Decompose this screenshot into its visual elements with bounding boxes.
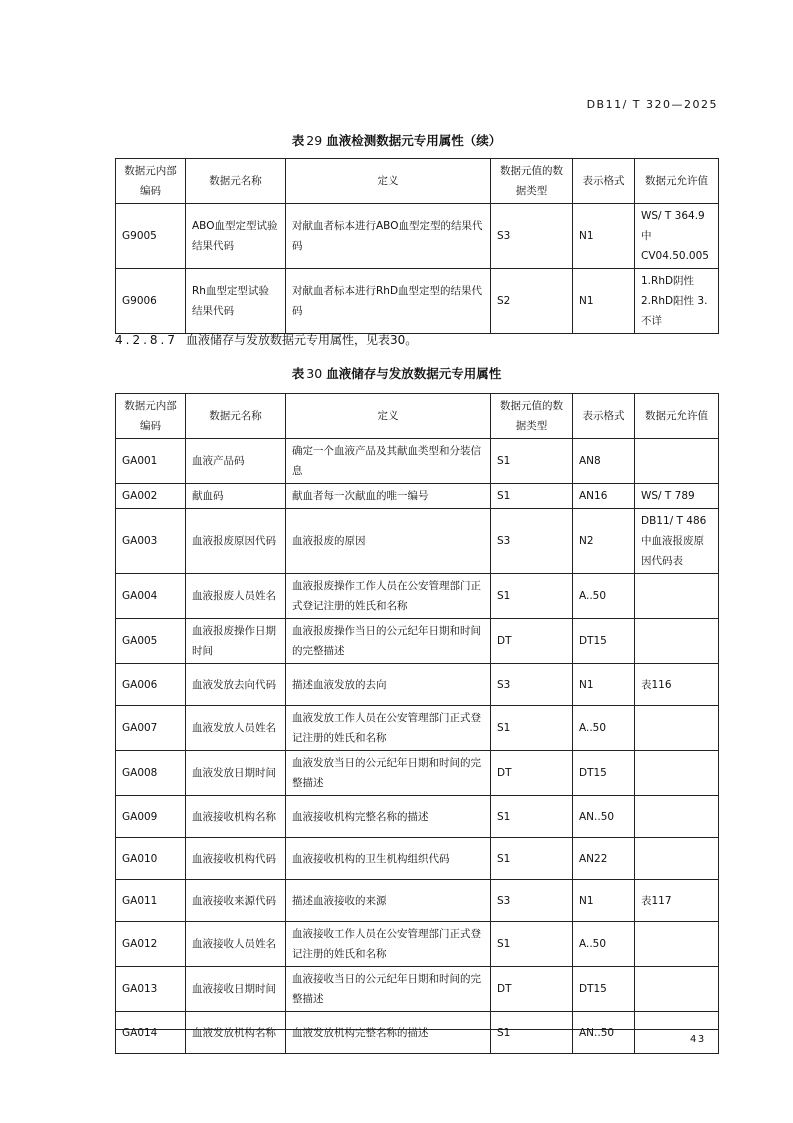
cell-allowed <box>635 751 719 796</box>
table-row <box>116 706 719 751</box>
cell-definition: 确定一个血液产品及其献血类型和分装信息 <box>286 439 491 484</box>
cell-definition: 血液发放机构完整名称的描述 <box>286 1012 491 1054</box>
cell-type: S1 <box>491 574 573 619</box>
table-row <box>116 619 719 664</box>
table-row <box>116 509 719 574</box>
cell-definition: 血液发放当日的公元纪年日期和时间的完整描述 <box>286 751 491 796</box>
cell-format: DT15 <box>573 619 635 664</box>
cell-format: N1 <box>573 269 635 334</box>
cell-name: 血液报废人员姓名 <box>186 574 286 619</box>
table-row <box>116 664 719 706</box>
cell-definition: 血液接收机构的卫生机构组织代码 <box>286 838 491 880</box>
cell-name: 血液接收人员姓名 <box>186 922 286 967</box>
clause-text: 血液储存与发放数据元专用属性，见表30。 <box>185 333 418 347</box>
cell-code: GA014 <box>116 1012 186 1054</box>
cell-format: A..50 <box>573 574 635 619</box>
cell-type: S1 <box>491 922 573 967</box>
page-number: 43 <box>690 1034 706 1045</box>
table-row <box>116 574 719 619</box>
cell-name: 血液接收日期时间 <box>186 967 286 1012</box>
table29-header-row <box>116 159 719 204</box>
cell-allowed <box>635 838 719 880</box>
cell-name: 血液发放人员姓名 <box>186 706 286 751</box>
clause-number: 4.2.8.7 <box>115 333 178 347</box>
cell-code: GA003 <box>116 509 186 574</box>
table-row <box>116 880 719 922</box>
cell-name: Rh血型定型试验结果代码 <box>186 269 286 334</box>
cell-format: AN..50 <box>573 1012 635 1054</box>
cell-code: GA004 <box>116 574 186 619</box>
cell-type: S1 <box>491 706 573 751</box>
bottom-rule <box>115 1029 718 1030</box>
table29-header-cell: 数据元允许值 <box>635 159 719 204</box>
cell-format: AN8 <box>573 439 635 484</box>
cell-name: 献血码 <box>186 484 286 509</box>
cell-format: DT15 <box>573 967 635 1012</box>
cell-format: N1 <box>573 880 635 922</box>
cell-code: GA013 <box>116 967 186 1012</box>
table29-title-prefix: 表 <box>291 133 305 148</box>
table29-header-cell: 数据元内部编码 <box>116 159 186 204</box>
table-row <box>116 922 719 967</box>
cell-name: 血液发放机构名称 <box>186 1012 286 1054</box>
table30-title-prefix: 表 <box>291 366 305 381</box>
table29-header-cell: 数据元值的数据类型 <box>491 159 573 204</box>
cell-allowed: 表116 <box>635 664 719 706</box>
cell-format: AN..50 <box>573 796 635 838</box>
cell-definition: 描述血液接收的来源 <box>286 880 491 922</box>
table29-header-cell: 定义 <box>286 159 491 204</box>
cell-format: A..50 <box>573 922 635 967</box>
cell-type: S1 <box>491 484 573 509</box>
cell-name: ABO血型定型试验结果代码 <box>186 204 286 269</box>
cell-allowed <box>635 796 719 838</box>
cell-allowed <box>635 619 719 664</box>
cell-type: S1 <box>491 439 573 484</box>
table30-title <box>0 364 793 382</box>
cell-type: S2 <box>491 269 573 334</box>
cell-definition: 对献血者标本进行ABO血型定型的结果代码 <box>286 204 491 269</box>
cell-format: A..50 <box>573 706 635 751</box>
cell-type: DT <box>491 619 573 664</box>
cell-definition: 献血者每一次献血的唯一编号 <box>286 484 491 509</box>
table30-body <box>116 439 719 1054</box>
cell-allowed: WS/ T 364.9 中 CV04.50.005 <box>635 204 719 269</box>
table-row <box>116 484 719 509</box>
table30-number: 30 <box>306 366 323 381</box>
cell-definition: 对献血者标本进行RhD血型定型的结果代码 <box>286 269 491 334</box>
table30-header-row <box>116 394 719 439</box>
table29 <box>115 158 719 334</box>
cell-type: S1 <box>491 1012 573 1054</box>
cell-type: DT <box>491 751 573 796</box>
cell-name: 血液报废操作日期时间 <box>186 619 286 664</box>
cell-type: S1 <box>491 796 573 838</box>
table-row <box>116 204 719 269</box>
table30 <box>115 393 719 1054</box>
table30-header-cell: 数据元内部编码 <box>116 394 186 439</box>
cell-code: GA005 <box>116 619 186 664</box>
table29-title <box>0 131 793 149</box>
cell-allowed: DB11/ T 486 中血液报废原因代码表 <box>635 509 719 574</box>
cell-allowed <box>635 967 719 1012</box>
cell-allowed <box>635 706 719 751</box>
table-row <box>116 751 719 796</box>
table-row <box>116 1012 719 1054</box>
cell-format: AN22 <box>573 838 635 880</box>
cell-type: S3 <box>491 880 573 922</box>
cell-allowed <box>635 439 719 484</box>
cell-format: N2 <box>573 509 635 574</box>
cell-allowed: 表117 <box>635 880 719 922</box>
table29-number: 29 <box>306 133 323 148</box>
cell-name: 血液产品码 <box>186 439 286 484</box>
table29-header-cell: 表示格式 <box>573 159 635 204</box>
cell-definition: 描述血液发放的去向 <box>286 664 491 706</box>
table30-header-cell: 数据元名称 <box>186 394 286 439</box>
cell-allowed <box>635 574 719 619</box>
cell-definition: 血液报废操作当日的公元纪年日期和时间的完整描述 <box>286 619 491 664</box>
cell-name: 血液报废原因代码 <box>186 509 286 574</box>
table29-title-text: 血液检测数据元专用属性（续） <box>326 133 502 148</box>
cell-definition: 血液发放工作人员在公安管理部门正式登记注册的姓氏和名称 <box>286 706 491 751</box>
cell-allowed: WS/ T 789 <box>635 484 719 509</box>
cell-name: 血液发放去向代码 <box>186 664 286 706</box>
cell-allowed: 1.RhD阴性 2.RhD阳性 3.不详 <box>635 269 719 334</box>
cell-definition: 血液接收机构完整名称的描述 <box>286 796 491 838</box>
table30-header-cell: 表示格式 <box>573 394 635 439</box>
cell-code: GA006 <box>116 664 186 706</box>
cell-format: AN16 <box>573 484 635 509</box>
cell-name: 血液接收机构代码 <box>186 838 286 880</box>
cell-code: GA012 <box>116 922 186 967</box>
cell-code: GA011 <box>116 880 186 922</box>
cell-type: S3 <box>491 509 573 574</box>
table30-header-cell: 定义 <box>286 394 491 439</box>
cell-name: 血液接收来源代码 <box>186 880 286 922</box>
cell-definition: 血液接收工作人员在公安管理部门正式登记注册的姓氏和名称 <box>286 922 491 967</box>
cell-definition: 血液报废操作工作人员在公安管理部门正式登记注册的姓氏和名称 <box>286 574 491 619</box>
cell-type: S3 <box>491 204 573 269</box>
clause-4-2-8-7 <box>115 331 417 348</box>
cell-format: N1 <box>573 204 635 269</box>
cell-format: N1 <box>573 664 635 706</box>
document-code: DB11/ T 320—2025 <box>586 98 718 111</box>
cell-name: 血液发放日期时间 <box>186 751 286 796</box>
table-row <box>116 838 719 880</box>
cell-code: GA010 <box>116 838 186 880</box>
cell-type: S1 <box>491 838 573 880</box>
cell-code: G9006 <box>116 269 186 334</box>
table30-header-cell: 数据元值的数据类型 <box>491 394 573 439</box>
cell-definition: 血液接收当日的公元纪年日期和时间的完整描述 <box>286 967 491 1012</box>
cell-code: GA008 <box>116 751 186 796</box>
table30-title-text: 血液储存与发放数据元专用属性 <box>326 366 502 381</box>
cell-code: GA009 <box>116 796 186 838</box>
cell-definition: 血液报废的原因 <box>286 509 491 574</box>
cell-type: S3 <box>491 664 573 706</box>
table30-header-cell: 数据元允许值 <box>635 394 719 439</box>
cell-name: 血液接收机构名称 <box>186 796 286 838</box>
table-row <box>116 269 719 334</box>
cell-code: GA007 <box>116 706 186 751</box>
table29-header-cell: 数据元名称 <box>186 159 286 204</box>
table-row <box>116 796 719 838</box>
table-row <box>116 439 719 484</box>
cell-type: DT <box>491 967 573 1012</box>
table-row <box>116 967 719 1012</box>
cell-code: GA002 <box>116 484 186 509</box>
cell-allowed <box>635 1012 719 1054</box>
cell-format: DT15 <box>573 751 635 796</box>
cell-allowed <box>635 922 719 967</box>
cell-code: GA001 <box>116 439 186 484</box>
cell-code: G9005 <box>116 204 186 269</box>
